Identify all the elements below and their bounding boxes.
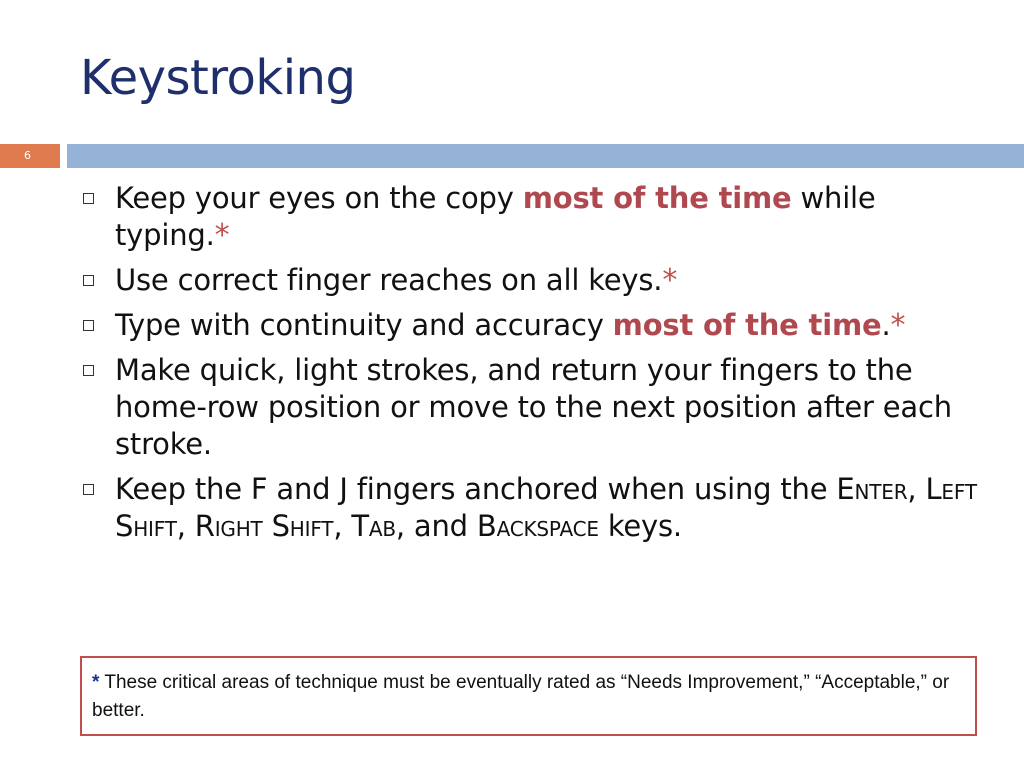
emphasis-text: most of the time bbox=[612, 308, 882, 342]
bullet-item bbox=[80, 471, 980, 545]
critical-asterisk: * bbox=[662, 263, 678, 298]
bullet-text: while typing. bbox=[115, 181, 876, 252]
footnote-text: These critical areas of technique must be eventually rated as “Needs Improvement,” “Acceptable,” or better. bbox=[92, 672, 950, 721]
critical-asterisk: * bbox=[890, 308, 906, 343]
square-bullet-icon bbox=[83, 484, 94, 495]
critical-asterisk: * bbox=[214, 218, 230, 253]
bullet-item bbox=[80, 307, 980, 344]
key-name: Enter bbox=[836, 472, 908, 506]
bullet-text: , bbox=[176, 509, 195, 543]
slide-number: 6 bbox=[24, 149, 31, 162]
bullet-text: . bbox=[881, 308, 891, 342]
bullet-text: , bbox=[907, 472, 926, 506]
bullet-text: Type with continuity and accuracy bbox=[115, 308, 613, 342]
bullet-text: Make quick, light strokes, and return your fingers to the home-row position or move to the next position after each stroke. bbox=[115, 353, 952, 461]
footnote-asterisk: * bbox=[92, 672, 100, 693]
square-bullet-icon bbox=[83, 365, 94, 376]
bullet-item bbox=[80, 180, 980, 254]
bullet-list bbox=[80, 180, 980, 553]
square-bullet-icon bbox=[83, 193, 94, 204]
bullet-text: , and bbox=[395, 509, 477, 543]
emphasis-text: most of the time bbox=[522, 181, 792, 215]
square-bullet-icon bbox=[83, 275, 94, 286]
bullet-text: , bbox=[333, 509, 352, 543]
key-name: Tab bbox=[351, 509, 396, 543]
bullet-text: Keep the F and J fingers anchored when using the bbox=[115, 472, 837, 506]
key-name: Right Shift bbox=[194, 509, 334, 543]
bullet-text: Keep your eyes on the copy bbox=[115, 181, 523, 215]
slide-title: Keystroking bbox=[80, 50, 356, 106]
title-accent-bar bbox=[67, 144, 1024, 168]
key-name: Backspace bbox=[476, 509, 599, 543]
slide-number-badge bbox=[0, 144, 60, 168]
bullet-text: keys. bbox=[598, 509, 682, 543]
bullet-item bbox=[80, 352, 980, 463]
bullet-item bbox=[80, 262, 980, 299]
footnote-box bbox=[80, 656, 977, 736]
key-name: Left Shift bbox=[115, 472, 977, 543]
bullet-text: Use correct finger reaches on all keys. bbox=[115, 263, 663, 297]
square-bullet-icon bbox=[83, 320, 94, 331]
